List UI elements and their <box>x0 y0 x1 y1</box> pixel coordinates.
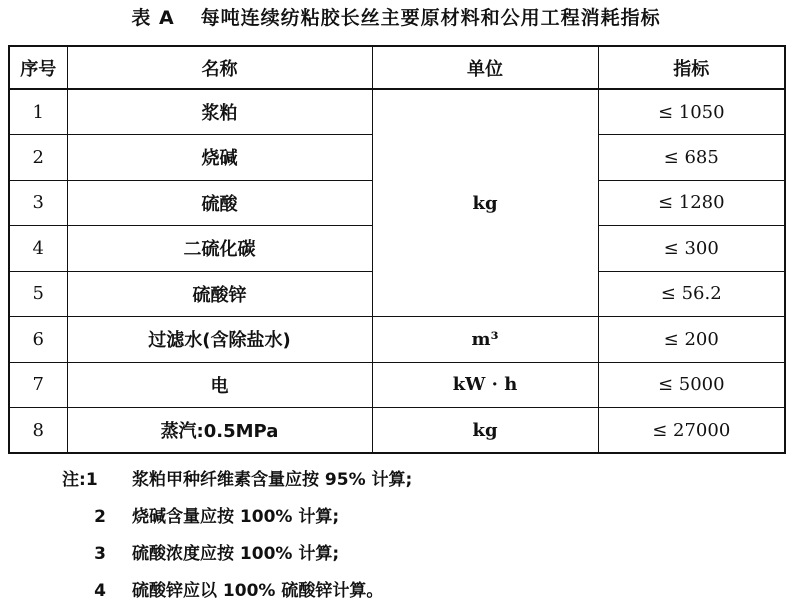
header-name: 名称 <box>67 46 372 89</box>
row-value: ≤ 56.2 <box>598 271 785 317</box>
row-no: 4 <box>9 226 67 272</box>
row-unit: m³ <box>372 317 598 363</box>
row-value: ≤ 200 <box>598 317 785 363</box>
header-row <box>9 46 785 89</box>
table-row <box>9 89 785 135</box>
row-name: 硫酸 <box>67 180 372 226</box>
header-no: 序号 <box>9 46 67 89</box>
merged-unit-cell: kg <box>372 89 598 317</box>
row-name: 电 <box>67 362 372 408</box>
note-number: 2 <box>94 507 106 527</box>
row-value: ≤ 27000 <box>598 408 785 454</box>
row-no: 7 <box>9 362 67 408</box>
row-name: 蒸汽:0.5MPa <box>67 408 372 454</box>
note-text: 烧碱含量应按 100% 计算; <box>132 507 340 527</box>
row-value: ≤ 300 <box>598 226 785 272</box>
row-no: 8 <box>9 408 67 454</box>
notes-section <box>62 468 782 616</box>
consumption-table <box>8 45 786 454</box>
row-name: 硫酸锌 <box>67 271 372 317</box>
table-row <box>9 317 785 363</box>
row-name: 二硫化碳 <box>67 226 372 272</box>
table-row <box>9 362 785 408</box>
note-item <box>62 579 782 616</box>
row-value: ≤ 685 <box>598 135 785 181</box>
note-item <box>62 505 782 542</box>
header-value: 指标 <box>598 46 785 89</box>
table-row <box>9 408 785 454</box>
row-no: 2 <box>9 135 67 181</box>
row-name: 浆粕 <box>67 89 372 135</box>
row-value: ≤ 1280 <box>598 180 785 226</box>
note-text: 硫酸浓度应按 100% 计算; <box>132 544 340 564</box>
note-number: 3 <box>94 544 106 564</box>
table-title <box>0 3 792 30</box>
row-no: 5 <box>9 271 67 317</box>
row-name: 过滤水(含除盐水) <box>67 317 372 363</box>
note-number: 1 <box>85 470 98 490</box>
row-value: ≤ 1050 <box>598 89 785 135</box>
row-no: 6 <box>9 317 67 363</box>
header-unit: 单位 <box>372 46 598 89</box>
row-value: ≤ 5000 <box>598 362 785 408</box>
note-number: 4 <box>94 581 106 601</box>
row-unit: kg <box>372 408 598 454</box>
notes-prefix: 注: <box>62 470 86 490</box>
row-no: 1 <box>9 89 67 135</box>
note-item <box>62 542 782 579</box>
note-item <box>62 468 782 505</box>
row-name: 烧碱 <box>67 135 372 181</box>
note-text: 硫酸锌应以 100% 硫酸锌计算。 <box>132 581 384 601</box>
table-label: 表 A <box>131 7 175 29</box>
row-unit: kW · h <box>372 362 598 408</box>
row-no: 3 <box>9 180 67 226</box>
note-text: 浆粕甲种纤维素含量应按 95% 计算; <box>132 470 413 490</box>
table-caption: 每吨连续纺粘胶长丝主要原材料和公用工程消耗指标 <box>200 7 661 29</box>
